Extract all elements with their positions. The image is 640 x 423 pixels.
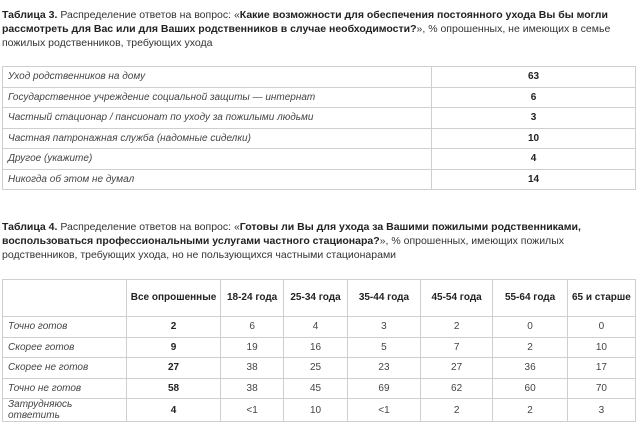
table4-cell: 10	[283, 399, 347, 422]
table4-caption-intro: Распределение ответов на вопрос: «	[57, 221, 240, 233]
table3-row-value: 6	[432, 87, 636, 108]
table4-cell: 3	[567, 399, 635, 422]
table4-cell: 38	[221, 358, 284, 379]
table4-caption	[2, 220, 638, 262]
table4-cell: 38	[221, 378, 284, 399]
table3-row-label: Другое (укажите)	[3, 149, 432, 170]
table4-cell: 2	[493, 399, 567, 422]
table3-row-label: Частный стационар / пансионат по уходу за пожилыми людьми	[3, 108, 432, 129]
table4-cell: 36	[493, 358, 567, 379]
table4-row	[3, 399, 636, 422]
table3-caption-question: Какие возможности для обеспечения постоянного ухода Вы бы могли рассмотреть для Вас или для Ваших родственников в случае необходимости?	[2, 9, 608, 35]
table3-row-value: 14	[432, 169, 636, 190]
table4-row	[3, 337, 636, 358]
table4-cell: 7	[420, 337, 493, 358]
table3-caption	[2, 8, 638, 50]
table4-caption-outro: », % опрошенных, имеющих пожилых родственников, требующих ухода, но не пользующихся частными стационарами	[2, 235, 564, 261]
table4-caption-question: Готовы ли Вы для ухода за Вашими пожилыми родственниками, воспользоваться профессиональными услугами частного стационара?	[2, 221, 581, 247]
table4-row-label: Скорее готов	[3, 337, 127, 358]
table4-column-header: Все опрошенные	[126, 280, 221, 317]
table3-caption-outro: », % опрошенных, не имеющих в семье пожилых родственников, требующих ухода	[2, 23, 611, 49]
table3-row-value: 3	[432, 108, 636, 129]
table4-cell: 2	[420, 399, 493, 422]
table4-header-corner	[3, 280, 127, 317]
table4-cell: 0	[567, 317, 635, 338]
table3-row	[3, 67, 636, 88]
table4-cell: 17	[567, 358, 635, 379]
table4-cell: <1	[348, 399, 421, 422]
table4-cell: 27	[420, 358, 493, 379]
table3-row	[3, 149, 636, 170]
table3-caption-intro: Распределение ответов на вопрос: «	[57, 9, 240, 21]
table4-row	[3, 378, 636, 399]
table4-row-label: Точно не готов	[3, 378, 127, 399]
table4-cell: 6	[221, 317, 284, 338]
table4	[2, 279, 636, 422]
table4-cell: 4	[126, 399, 221, 422]
table3-row-value: 63	[432, 67, 636, 88]
table4-cell: 25	[283, 358, 347, 379]
table3-row-label: Никогда об этом не думал	[3, 169, 432, 190]
table3-row-value: 4	[432, 149, 636, 170]
table4-cell: 3	[348, 317, 421, 338]
table4-cell: 2	[493, 337, 567, 358]
table3-row-value: 10	[432, 128, 636, 149]
table4-cell: 9	[126, 337, 221, 358]
table3-row	[3, 87, 636, 108]
table4-column-header: 55-64 года	[493, 280, 567, 317]
table3-row-label: Государственное учреждение социальной защиты — интернат	[3, 87, 432, 108]
table3-caption-label: Таблица 3.	[2, 9, 58, 21]
table4-cell: 2	[420, 317, 493, 338]
table4-cell: 4	[283, 317, 347, 338]
table4-column-header: 35-44 года	[348, 280, 421, 317]
table4-cell: 45	[283, 378, 347, 399]
table4-column-header: 25-34 года	[283, 280, 347, 317]
table4-row-label: Точно готов	[3, 317, 127, 338]
table4-cell: 10	[567, 337, 635, 358]
table4-cell: 19	[221, 337, 284, 358]
table4-column-header: 18-24 года	[221, 280, 284, 317]
table4-cell: 5	[348, 337, 421, 358]
table3-row	[3, 169, 636, 190]
table3-row-label: Уход родственников на дому	[3, 67, 432, 88]
table4-cell: 62	[420, 378, 493, 399]
table4-cell: 69	[348, 378, 421, 399]
table3	[2, 66, 636, 190]
table4-cell: <1	[221, 399, 284, 422]
table4-cell: 70	[567, 378, 635, 399]
table4-column-header: 45-54 года	[420, 280, 493, 317]
table3-row-label: Частная патронажная служба (надомные сиделки)	[3, 128, 432, 149]
table4-row	[3, 358, 636, 379]
table4-cell: 2	[126, 317, 221, 338]
table3-row	[3, 108, 636, 129]
table4-cell: 27	[126, 358, 221, 379]
table4-cell: 16	[283, 337, 347, 358]
table4-cell: 23	[348, 358, 421, 379]
table4-cell: 0	[493, 317, 567, 338]
table4-caption-label: Таблица 4.	[2, 221, 58, 233]
table4-row-label: Скорее не готов	[3, 358, 127, 379]
table3-row	[3, 128, 636, 149]
table4-row-label: Затрудняюсь ответить	[3, 399, 127, 422]
table4-row	[3, 317, 636, 338]
table4-cell: 60	[493, 378, 567, 399]
table4-column-header: 65 и старше	[567, 280, 635, 317]
table4-header-row	[3, 280, 636, 317]
table4-cell: 58	[126, 378, 221, 399]
